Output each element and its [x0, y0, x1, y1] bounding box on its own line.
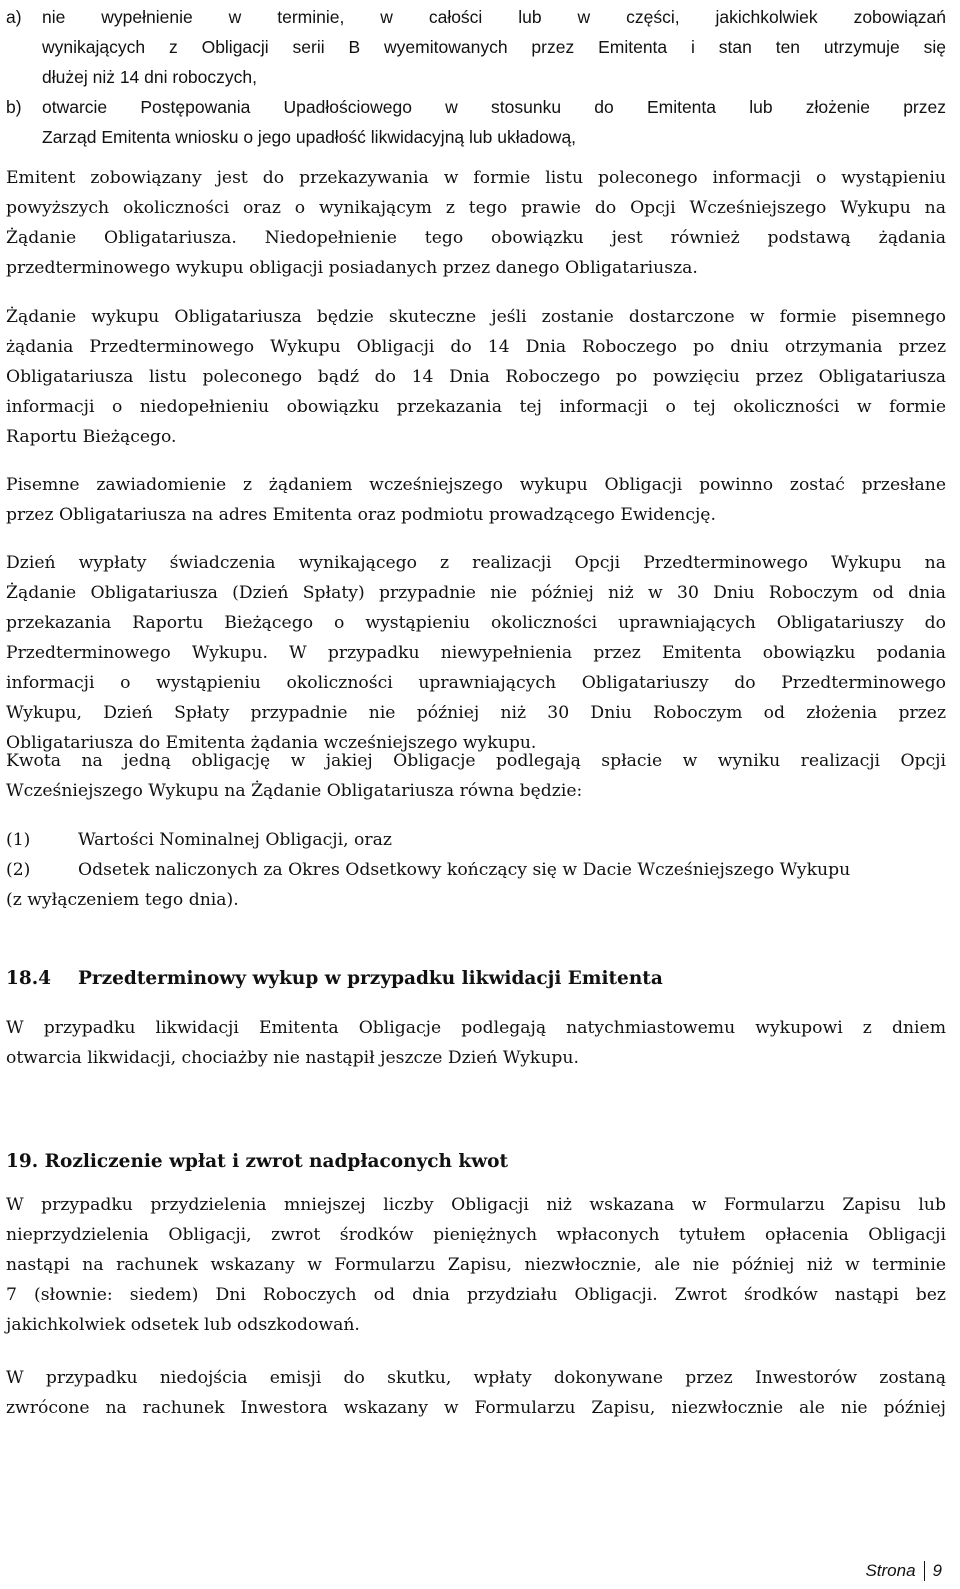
text-line: Wykupu, Dzień Spłaty przypadnie nie później niż 30 Dniu Roboczym od złożenia przez [6, 703, 946, 723]
text-line: informacji o niedopełnieniu obowiązku przekazania tej informacji o tej okoliczności w formie [6, 397, 946, 417]
list-item-text [42, 2, 946, 92]
list-marker: a) [6, 7, 22, 27]
text-line: Zarząd Emitenta wniosku o jego upadłość likwidacyjną lub układową, [42, 127, 577, 147]
text-line: Przedterminowego Wykupu. W przypadku niewypełnienia przez Emitenta obowiązku podania [6, 643, 946, 663]
conditions-list [6, 2, 946, 152]
text-line: Pisemne zawiadomienie z żądaniem wcześniejszego wykupu Obligacji powinno zostać przesłane [6, 475, 946, 495]
page-label: Strona [865, 1561, 916, 1580]
section-heading [6, 1147, 946, 1177]
text-line: powyższych okoliczności oraz o wynikającym z tego prawie do Opcji Wcześniejszego Wykupu na [6, 198, 946, 218]
section-title: 19. Rozliczenie wpłat i zwrot nadpłaconych kwot [6, 1151, 509, 1172]
text-line: 7 (słownie: siedem) Dni Roboczych od dnia przydziału Obligacji. Zwrot środków nastąpi bez [6, 1285, 946, 1305]
list-item-text [42, 92, 946, 152]
list-marker: b) [6, 97, 22, 117]
text-line: Żądanie Obligatariusza (Dzień Spłaty) przypadnie nie później niż w 30 Dniu Roboczym od dnia [6, 583, 946, 603]
paragraph [6, 302, 946, 452]
list-item [6, 92, 946, 152]
text-line: dłużej niż 14 dni roboczych, [42, 67, 257, 87]
section-title: Przedterminowy wykup w przypadku likwidacji Emitenta [78, 968, 663, 989]
text-line: Obligatariusza do Emitenta żądania wcześniejszego wykupu. [6, 733, 537, 753]
page-footer [865, 1559, 942, 1583]
text-line: zwrócone na rachunek Inwestora wskazany w Formularzu Zapisu, niezwłocznie ale nie później [6, 1398, 946, 1418]
paragraph [6, 548, 946, 758]
text-line: otwarcie Postępowania Upadłościowego w stosunku do Emitenta lub złożenie przez [42, 97, 946, 117]
text-line: Żądanie Obligatariusza. Niedopełnienie tego obowiązku jest również podstawą żądania [6, 228, 946, 248]
paragraph [6, 746, 946, 806]
paragraph [6, 470, 946, 530]
section-number: 18.4 [6, 968, 52, 989]
paragraph [6, 1363, 946, 1423]
text-line: jakichkolwiek odsetek lub odszkodowań. [6, 1315, 360, 1335]
text-line: nieprzydzielenia Obligacji, zwrot środków pieniężnych wpłaconych tytułem opłacenia Obligacji [6, 1225, 946, 1245]
footer-divider [924, 1561, 925, 1581]
page-number: 9 [932, 1561, 942, 1580]
text-line: Obligatariusza listu poleconego bądź do 14 Dnia Roboczego po powzięciu przez Obligatariusza [6, 367, 946, 387]
text-line: W przypadku przydzielenia mniejszej liczby Obligacji niż wskazana w Formularzu Zapisu lub [6, 1195, 946, 1215]
numbered-list [6, 825, 946, 915]
text-line: przedterminowego wykupu obligacji posiadanych przez danego Obligatariusza. [6, 258, 698, 278]
section-heading [6, 964, 946, 994]
text-line: przez Obligatariusza na adres Emitenta oraz podmiotu prowadzącego Ewidencję. [6, 505, 716, 525]
text-line: W przypadku likwidacji Emitenta Obligacje podlegają natychmiastowemu wykupowi z dniem [6, 1018, 946, 1038]
text-line: Kwota na jedną obligację w jakiej Obligacje podlegają spłacie w wyniku realizacji Opcji [6, 751, 946, 771]
text-line: Raportu Bieżącego. [6, 427, 177, 447]
paragraph [6, 1013, 946, 1073]
list-item [6, 2, 946, 92]
text-line: Żądanie wykupu Obligatariusza będzie skuteczne jeśli zostanie dostarczone w formie pisemnego [6, 307, 946, 327]
list-item-text: Odsetek naliczonych za Okres Odsetkowy kończący się w Dacie Wcześniejszego Wykupu [78, 860, 851, 880]
text-line: żądania Przedterminowego Wykupu Obligacji do 14 Dnia Roboczego po dniu otrzymania przez [6, 337, 946, 357]
text-line: otwarcia likwidacji, chociażby nie nastąpił jeszcze Dzień Wykupu. [6, 1048, 579, 1068]
list-item [6, 855, 946, 885]
list-item-text: Wartości Nominalnej Obligacji, oraz [78, 830, 392, 850]
text-line: przekazania Raportu Bieżącego o wystąpieniu okoliczności uprawniających Obligatariuszy do [6, 613, 946, 633]
list-item-continuation: (z wyłączeniem tego dnia). [6, 890, 239, 910]
text-line: Wcześniejszego Wykupu na Żądanie Obligatariusza równa będzie: [6, 781, 583, 801]
text-line: wynikających z Obligacji serii B wyemitowanych przez Emitenta i stan ten utrzymuje się [42, 37, 946, 57]
list-item [6, 825, 946, 855]
text-line: Dzień wypłaty świadczenia wynikającego z realizacji Opcji Przedterminowego Wykupu na [6, 553, 946, 573]
text-line: Emitent zobowiązany jest do przekazywania w formie listu poleconego informacji o wystąpieniu [6, 168, 946, 188]
paragraph [6, 1190, 946, 1340]
text-line: W przypadku niedojścia emisji do skutku, wpłaty dokonywane przez Inwestorów zostaną [6, 1368, 946, 1388]
text-line: informacji o wystąpieniu okoliczności uprawniających Obligatariuszy do Przedterminowego [6, 673, 946, 693]
text-line: nastąpi na rachunek wskazany w Formularzu Zapisu, niezwłocznie, ale nie później niż w terminie [6, 1255, 946, 1275]
paragraph [6, 163, 946, 283]
text-line: nie wypełnienie w terminie, w całości lub w części, jakichkolwiek zobowiązań [42, 7, 946, 27]
list-marker: (1) [6, 830, 31, 850]
list-marker: (2) [6, 860, 31, 880]
